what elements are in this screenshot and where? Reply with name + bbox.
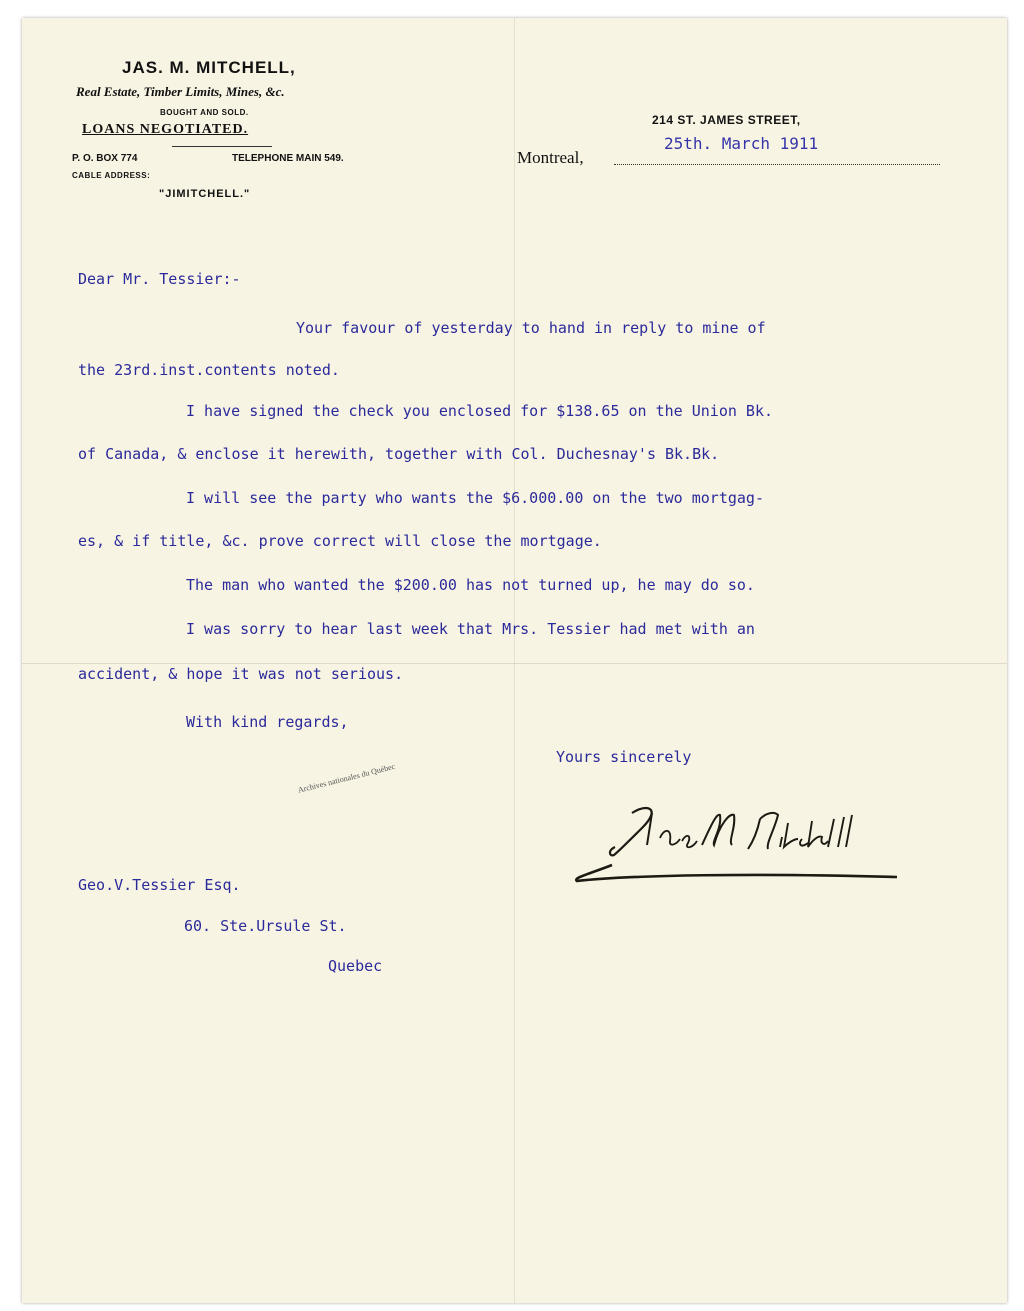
letterhead-name: JAS. M. MITCHELL, xyxy=(122,58,296,77)
letterhead-street: 214 ST. JAMES STREET, xyxy=(652,113,801,127)
body-line: I was sorry to hear last week that Mrs. Tessier had met with an xyxy=(186,620,755,638)
body-line: es, & if title, &c. prove correct will close the mortgage. xyxy=(78,532,602,550)
closing: Yours sincerely xyxy=(556,748,692,766)
addressee-name: Geo.V.Tessier Esq. xyxy=(78,876,241,894)
fold-crease xyxy=(514,18,515,1303)
letterhead-cable-label: CABLE ADDRESS: xyxy=(72,171,151,180)
archive-stamp: Archives nationales du Québec xyxy=(297,761,396,795)
letterhead-trade: Real Estate, Timber Limits, Mines, &c. xyxy=(76,84,285,99)
letterhead-telephone: TELEPHONE MAIN 549. xyxy=(232,153,344,164)
letterhead-bought-sold: BOUGHT AND SOLD. xyxy=(160,108,249,117)
kind-regards: With kind regards, xyxy=(186,713,349,731)
letter-page xyxy=(22,18,1007,1303)
body-line: the 23rd.inst.contents noted. xyxy=(78,361,340,379)
body-line: I have signed the check you enclosed for $138.65 on the Union Bk. xyxy=(186,402,773,420)
body-line: I will see the party who wants the $6.000.00 on the two mortgag- xyxy=(186,489,764,507)
letterhead-cable-name: "JIMITCHELL." xyxy=(159,188,251,200)
date-dotted-line xyxy=(614,164,940,165)
letterhead-city: Montreal, xyxy=(517,148,584,167)
addressee-city: Quebec xyxy=(328,957,383,975)
letterhead-loans: LOANS NEGOTIATED. xyxy=(82,122,249,137)
body-line: accident, & hope it was not serious. xyxy=(78,665,404,683)
letter-date: 25th. March 1911 xyxy=(664,134,819,153)
letterhead-divider xyxy=(172,146,272,147)
body-line: Your favour of yesterday to hand in reply to mine of xyxy=(296,319,766,337)
body-line: of Canada, & enclose it herewith, together with Col. Duchesnay's Bk.Bk. xyxy=(78,445,720,463)
salutation: Dear Mr. Tessier:- xyxy=(78,270,241,288)
handwritten-signature xyxy=(552,783,902,903)
addressee-street: 60. Ste.Ursule St. xyxy=(184,917,347,935)
letterhead-po-box: P. O. BOX 774 xyxy=(72,153,138,164)
body-line: The man who wanted the $200.00 has not turned up, he may do so. xyxy=(186,576,755,594)
